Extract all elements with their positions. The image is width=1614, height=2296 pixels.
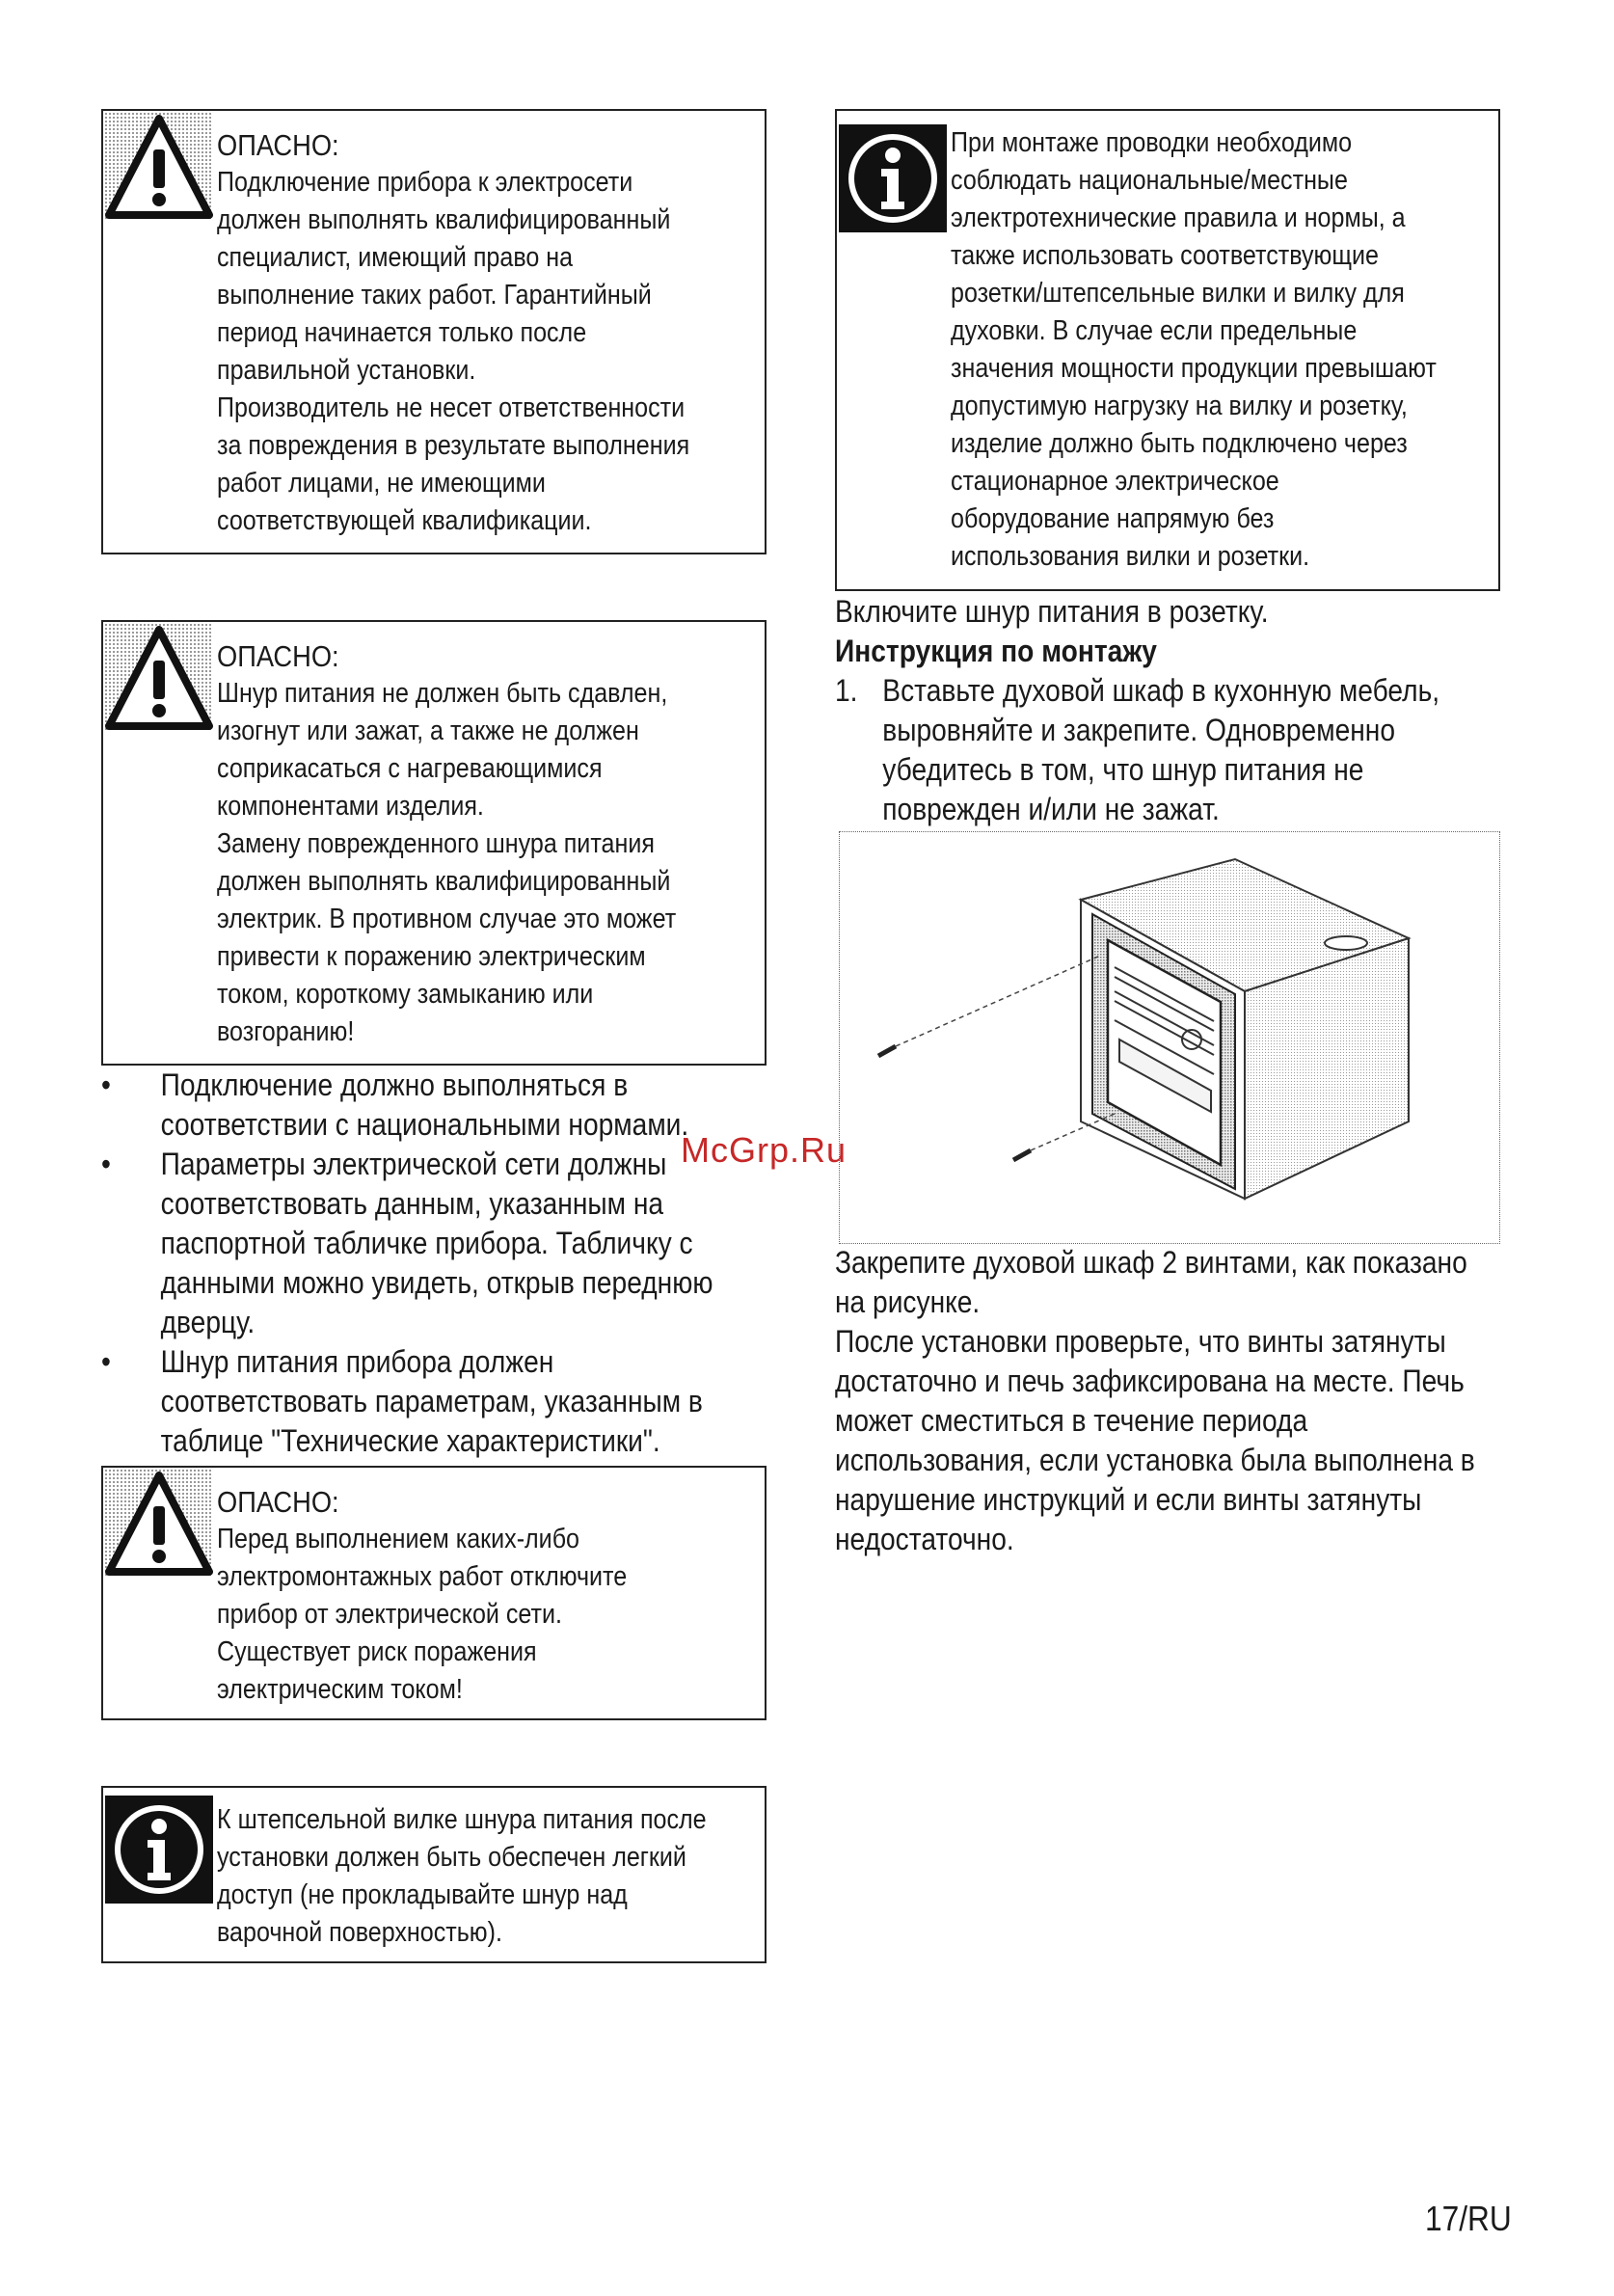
warning-line: соприкасаться с нагревающимися [217, 753, 603, 784]
warning-line: привести к поражению электрическим [217, 941, 646, 972]
warning-line: специалист, имеющий право на [217, 242, 574, 273]
info-line: использования вилки и розетки. [951, 541, 1310, 572]
list-line: таблице "Технические характеристики". [160, 1423, 660, 1458]
warning-line: соответствующей квалификации. [217, 505, 592, 536]
info-icon [839, 124, 947, 232]
warning-line: должен выполнять квалифицированный [217, 204, 671, 235]
list-line: паспортной табличке прибора. Табличку с [160, 1226, 693, 1260]
list-line: соответствии с национальными нормами. [160, 1107, 689, 1142]
warning-title: ОПАСНО: [217, 1485, 339, 1519]
info-line: розетки/штепсельные вилки и вилку для [951, 278, 1405, 309]
list-line: данными можно увидеть, открыв переднюю [160, 1265, 713, 1300]
warning-triangle-icon [105, 1470, 213, 1578]
section-heading: Инструкция по монтажу [835, 634, 1157, 668]
list-item [101, 1066, 771, 1145]
warning-line: изогнут или зажат, а также не должен [217, 716, 639, 746]
info-line: При монтаже проводки необходимо [951, 127, 1353, 158]
warning-line: за повреждения в результате выполнения [217, 430, 690, 461]
warning-line: Существует риск поражения [217, 1636, 537, 1667]
requirements-list [101, 1066, 863, 1461]
warning-line: прибор от электрической сети. [217, 1599, 563, 1630]
text-line: нарушение инструкций и если винты затянуты [835, 1482, 1422, 1517]
info-line: также использовать соответствующие [951, 240, 1379, 271]
fixing-instructions [835, 1243, 1505, 1559]
text-line: После установки проверьте, что винты затянуты [835, 1324, 1446, 1359]
warning-line: электрик. В противном случае это может [217, 904, 677, 934]
warning-line: период начинается только после [217, 317, 587, 348]
warning-line: током, короткому замыканию или [217, 979, 594, 1010]
warning-line: Производитель не несет ответственности [217, 392, 686, 423]
list-item [101, 1145, 771, 1342]
warning-box-power-cord [101, 620, 767, 1066]
watermark: McGrp.Ru [681, 1130, 847, 1170]
warning-title: ОПАСНО: [217, 128, 339, 162]
info-box-plug-access [101, 1786, 767, 1963]
warning-line: Подключение прибора к электросети [217, 167, 633, 198]
list-line: Параметры электрической сети должны [160, 1147, 667, 1181]
info-line: значения мощности продукции превышают [951, 353, 1437, 384]
warning-box-electrical-connection [101, 109, 767, 554]
info-line: допустимую нагрузку на вилку и розетку, [951, 391, 1408, 421]
oven-illustration [840, 832, 1498, 1242]
warning-box-disconnect [101, 1466, 767, 1720]
step-item [835, 671, 1505, 829]
info-line: установки должен быть обеспечен легкий [217, 1842, 686, 1873]
info-line: К штепсельной вилке шнура питания после [217, 1804, 707, 1835]
text-line: достаточно и печь зафиксирована на месте. Печь [835, 1364, 1465, 1398]
warning-triangle-icon [105, 624, 213, 732]
info-line: электротехнические правила и нормы, а [951, 203, 1406, 233]
plug-in-instruction: Включите шнур питания в розетку. [835, 594, 1269, 629]
warning-line: правильной установки. [217, 355, 476, 386]
list-item [101, 1342, 771, 1461]
warning-line: Перед выполнением каких-либо [217, 1524, 580, 1554]
warning-line: возгоранию! [217, 1016, 355, 1047]
info-line: соблюдать национальные/местные [951, 165, 1348, 196]
oven-installation-figure [839, 831, 1500, 1244]
bullet-marker: • [101, 1147, 111, 1181]
info-box-wiring-rules [835, 109, 1500, 591]
page-number: 17/RU [1425, 2199, 1512, 2238]
text-line: Закрепите духовой шкаф 2 винтами, как показано [835, 1245, 1467, 1280]
bullet-marker: • [101, 1067, 111, 1102]
text-line: недостаточно. [835, 1522, 1014, 1556]
bullet-marker: • [101, 1344, 111, 1379]
step-line: Вставьте духовой шкаф в кухонную мебель, [882, 673, 1440, 708]
warning-line: Замену поврежденного шнура питания [217, 828, 655, 859]
warning-title: ОПАСНО: [217, 639, 339, 673]
warning-line: компонентами изделия. [217, 791, 484, 822]
step-line: убедитесь в том, что шнур питания не [882, 752, 1364, 787]
text-line: может сместиться в течение периода [835, 1403, 1308, 1438]
list-line: Подключение должно выполняться в [160, 1067, 629, 1102]
info-line: оборудование напрямую без [951, 503, 1275, 534]
info-line: изделие должно быть подключено через [951, 428, 1408, 459]
warning-line: должен выполнять квалифицированный [217, 866, 671, 897]
info-line: стационарное электрическое [951, 466, 1279, 497]
info-line: варочной поверхностью). [217, 1917, 502, 1948]
step-line: выровняйте и закрепите. Одновременно [882, 713, 1395, 747]
warning-line: выполнение таких работ. Гарантийный [217, 280, 652, 311]
warning-line: Шнур питания не должен быть сдавлен, [217, 678, 668, 709]
info-line: духовки. В случае если предельные [951, 315, 1358, 346]
install-instructions [835, 592, 1505, 829]
text-line: использования, если установка была выполнена в [835, 1443, 1475, 1477]
list-line: соответствовать параметрам, указанным в [160, 1384, 703, 1418]
step-line: поврежден и/или не зажат. [882, 792, 1220, 826]
list-line: Шнур питания прибора должен [160, 1344, 554, 1379]
text-line: на рисунке. [835, 1284, 981, 1319]
warning-triangle-icon [105, 113, 213, 221]
warning-line: электромонтажных работ отключите [217, 1561, 628, 1592]
step-number: 1. [835, 673, 858, 708]
info-line: доступ (не прокладывайте шнур над [217, 1879, 628, 1910]
warning-line: электрическим током! [217, 1674, 463, 1705]
warning-line: работ лицами, не имеющими [217, 468, 546, 499]
info-icon [105, 1796, 213, 1904]
list-line: дверцу. [160, 1305, 256, 1339]
list-line: соответствовать данным, указанным на [160, 1186, 664, 1221]
